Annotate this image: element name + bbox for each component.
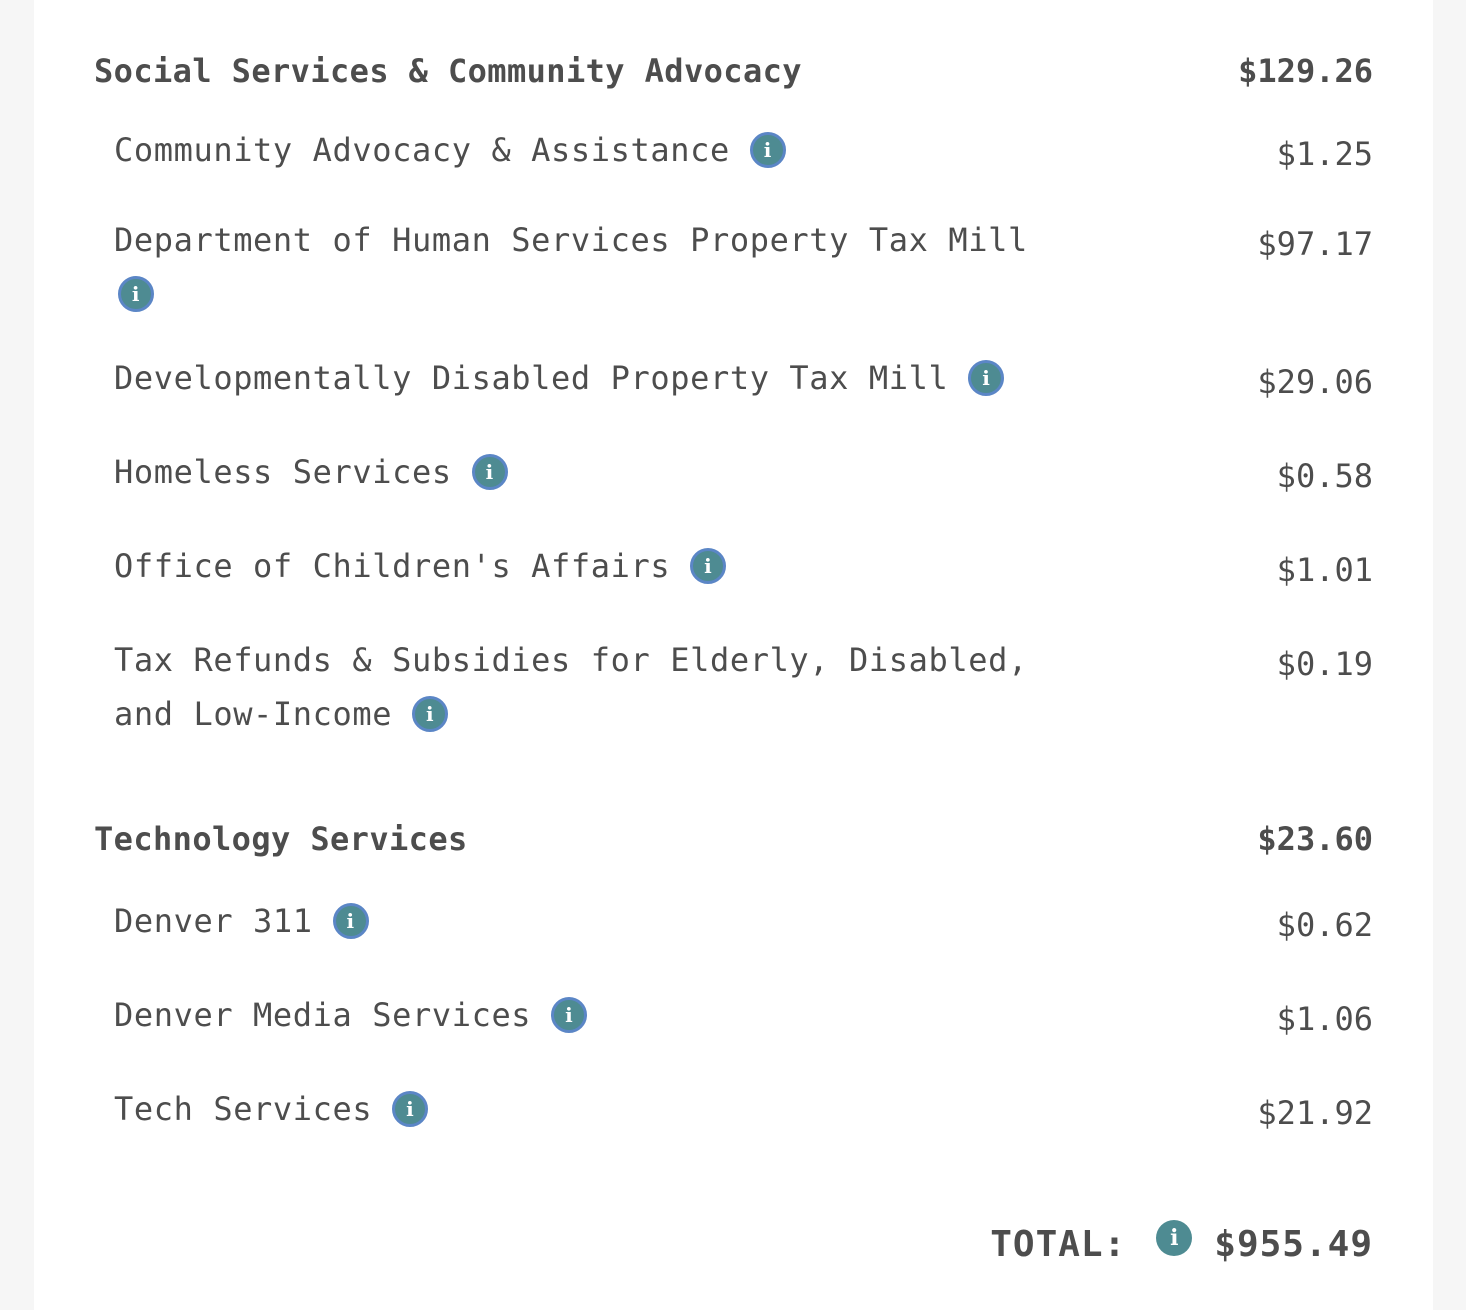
line-item-label: Tech Services <box>114 1090 373 1128</box>
budget-breakdown-panel <box>34 0 1433 1310</box>
section-title: Social Services & Community Advocacy <box>94 52 802 90</box>
section-title: Technology Services <box>94 820 468 858</box>
line-item-amount: $0.62 <box>1276 906 1373 944</box>
line-item-amount: $1.06 <box>1276 1000 1373 1038</box>
line-item <box>114 445 1373 499</box>
line-item <box>114 1082 1373 1136</box>
total-label: TOTAL: <box>990 1223 1127 1265</box>
line-item <box>114 123 1373 177</box>
line-item-amount: $0.19 <box>1276 645 1373 683</box>
line-item-amount: $21.92 <box>1257 1094 1373 1132</box>
line-item-label: Homeless Services <box>114 453 452 491</box>
line-item <box>114 539 1373 593</box>
line-item-amount: $1.25 <box>1276 135 1373 173</box>
line-item <box>114 213 1373 321</box>
line-item-amount: $1.01 <box>1276 551 1373 589</box>
line-item-label: Office of Children's Affairs <box>114 547 671 585</box>
info-icon[interactable]: i <box>968 360 1004 396</box>
info-icon[interactable]: i <box>412 696 448 732</box>
section-amount: $129.26 <box>1238 52 1373 90</box>
line-item-amount: $29.06 <box>1257 363 1373 401</box>
line-item-amount: $97.17 <box>1257 225 1373 263</box>
info-icon[interactable]: i <box>118 276 154 312</box>
section-technology-services <box>94 820 1373 1136</box>
info-icon[interactable]: i <box>333 903 369 939</box>
line-item <box>114 988 1373 1042</box>
section-header <box>94 820 1373 860</box>
info-icon[interactable]: i <box>392 1091 428 1127</box>
line-item-amount: $0.58 <box>1276 457 1373 495</box>
section-header <box>94 52 1373 92</box>
info-icon[interactable]: i <box>472 454 508 490</box>
line-item <box>114 351 1373 405</box>
line-item <box>114 894 1373 948</box>
section-amount: $23.60 <box>1257 820 1373 858</box>
total-amount: $955.49 <box>1214 1223 1373 1265</box>
line-item-label: Denver 311 <box>114 902 313 940</box>
info-icon[interactable]: i <box>1156 1220 1192 1256</box>
line-item-label: Department of Human Services Property Tax Mill <box>114 221 1028 259</box>
line-item-label: Developmentally Disabled Property Tax Mill <box>114 359 949 397</box>
line-item-label: Community Advocacy & Assistance <box>114 131 730 169</box>
info-icon[interactable]: i <box>750 132 786 168</box>
line-item-label: Tax Refunds & Subsidies for Elderly, Disabled, and Low-Income <box>114 641 1028 733</box>
info-icon[interactable]: i <box>690 548 726 584</box>
section-social-services <box>94 52 1373 741</box>
line-item <box>114 633 1373 741</box>
total-row <box>990 1218 1373 1270</box>
line-item-label: Denver Media Services <box>114 996 532 1034</box>
info-icon[interactable]: i <box>551 997 587 1033</box>
